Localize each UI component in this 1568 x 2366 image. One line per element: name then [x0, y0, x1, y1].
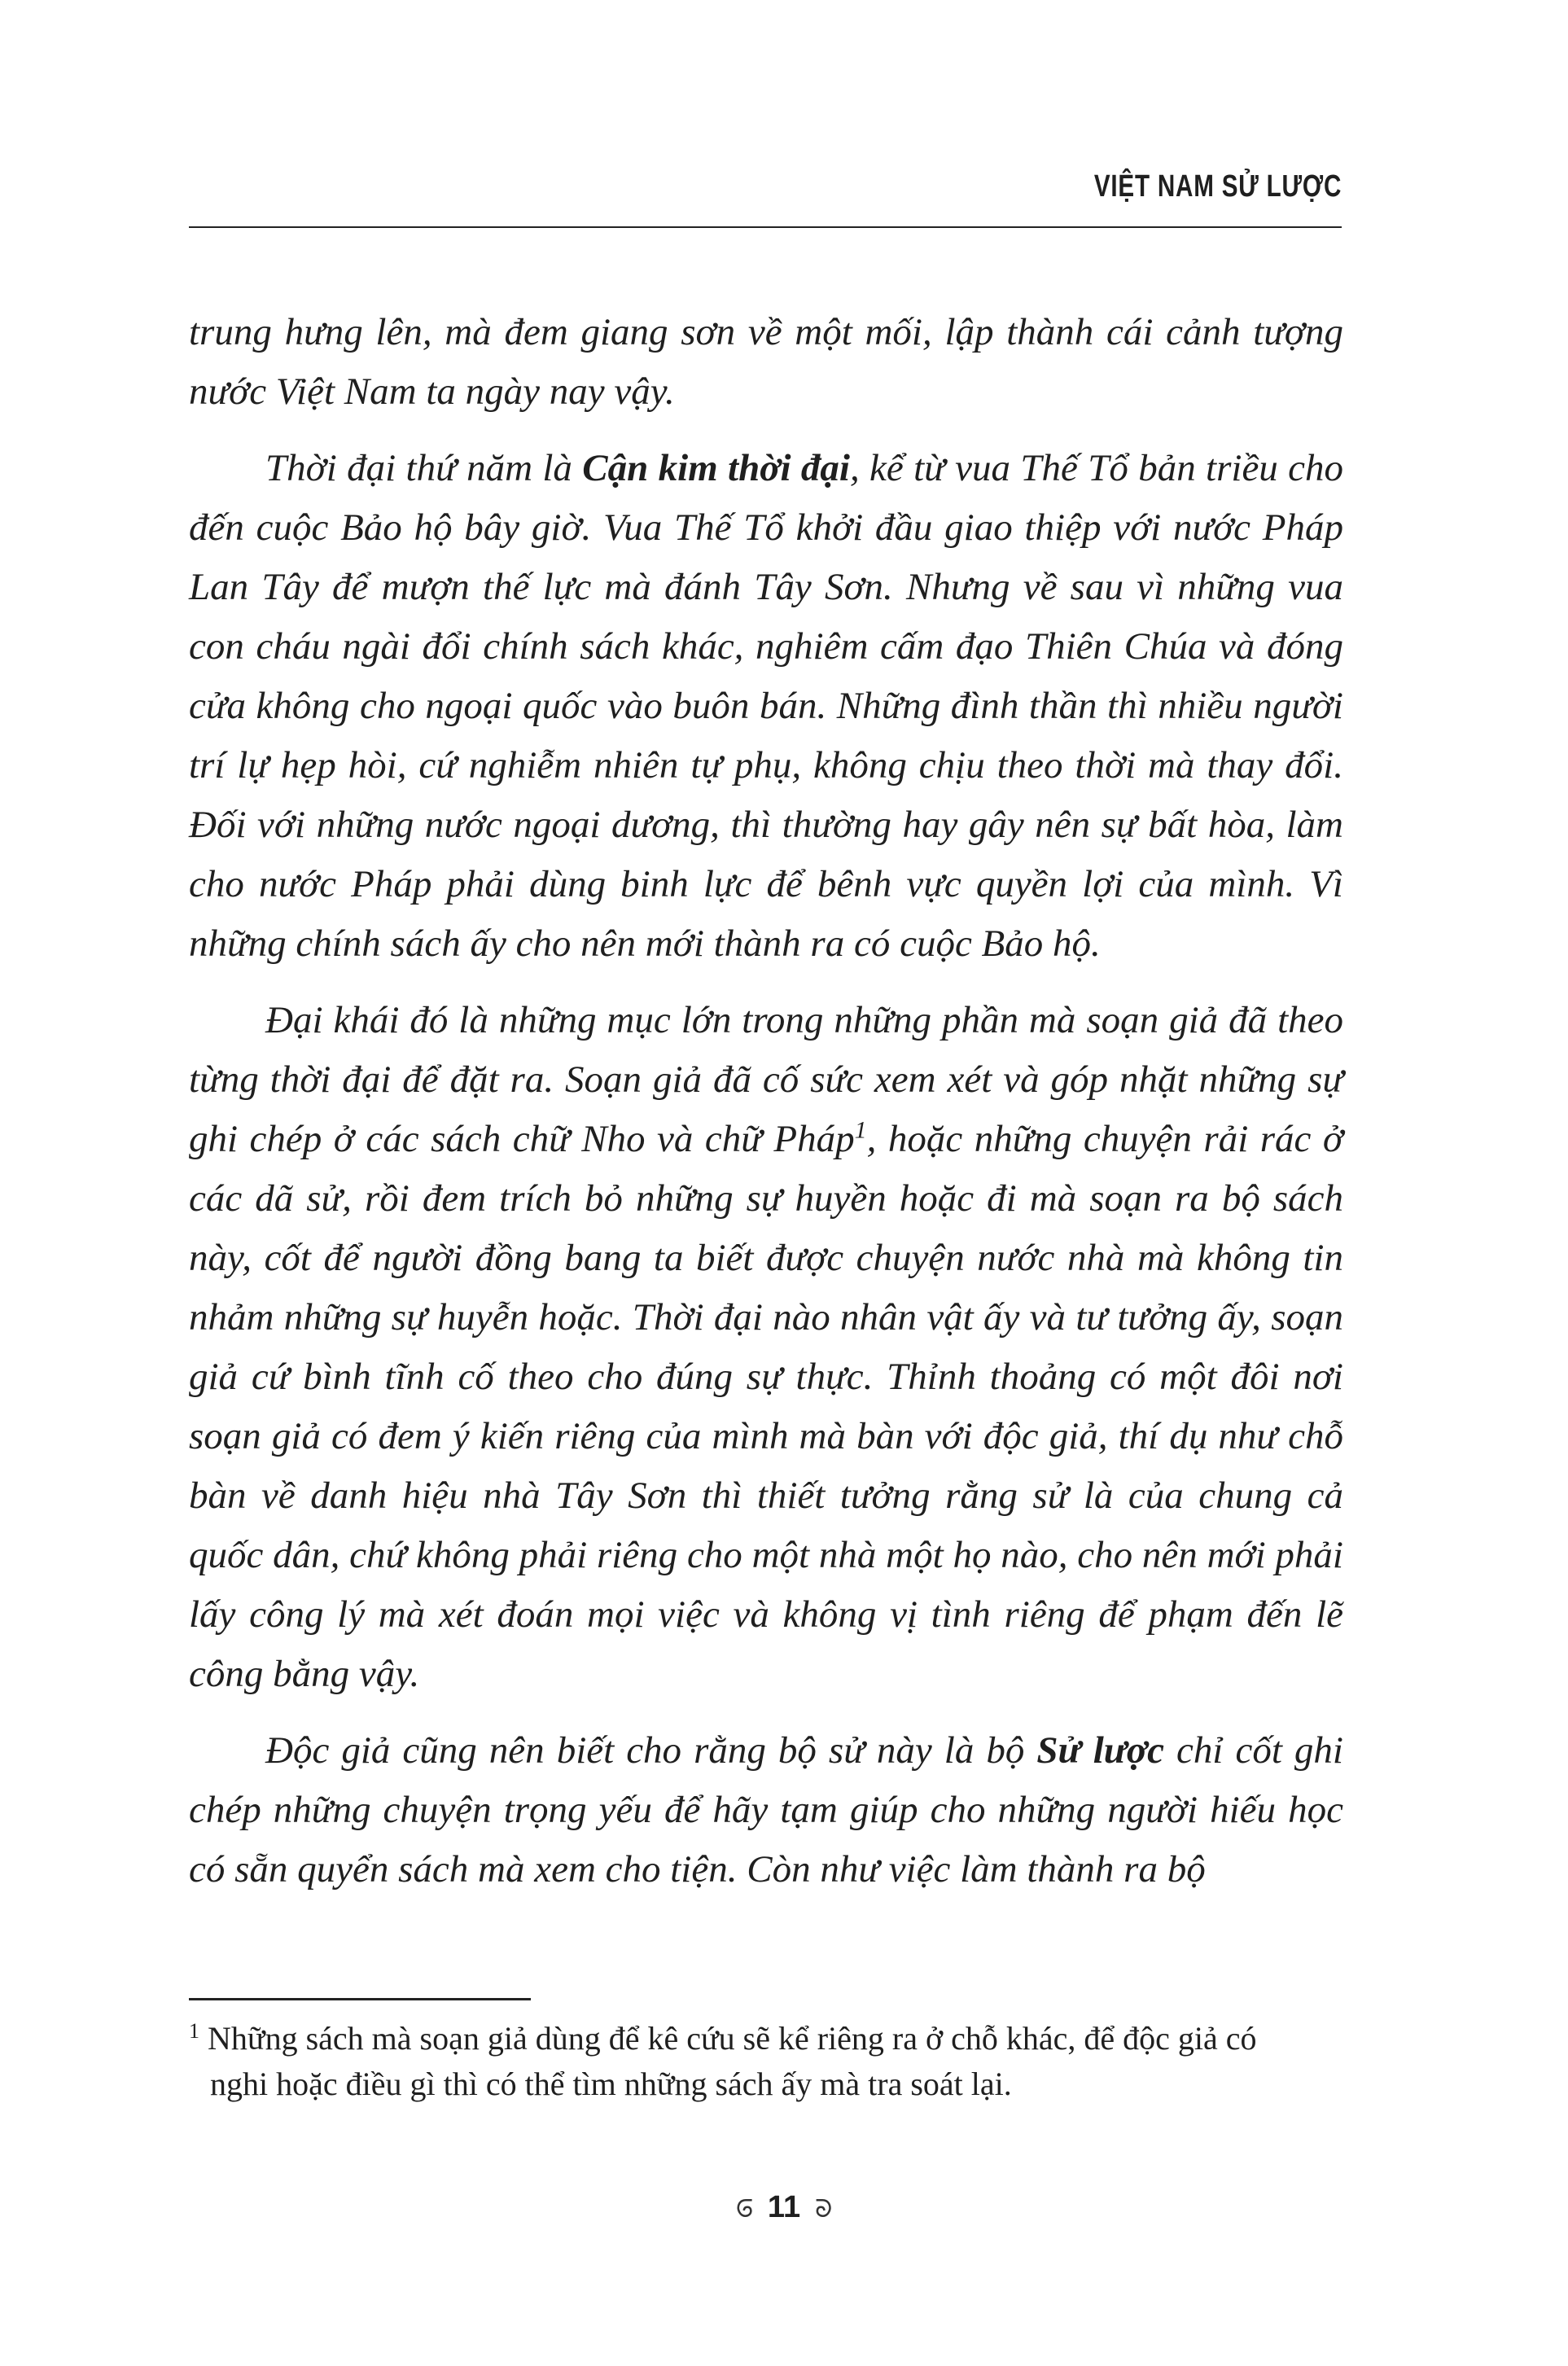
bold-term: Cận kim thời đại — [582, 447, 850, 489]
paragraph-text: chỉ cốt ghi chép những chuyện trọng yếu để hãy tạm giúp cho những người hiếu học có sẵn quyển sách mà xem cho tiện. Còn như việc làm thành ra bộ — [189, 1729, 1343, 1891]
footnote-divider — [189, 1998, 531, 2000]
footnote-mark: 1 — [189, 2018, 199, 2043]
paragraph-text: Đại khái đó là những mục lớn trong những phần mà soạn giả đã theo từng thời đại để đặt ra. Soạn giả đã cố sức xem xét và góp nhặt những sự ghi chép ở các sách chữ Nho và chữ Pháp — [189, 999, 1343, 1160]
footnote — [189, 2016, 1343, 2107]
paragraph-continuation — [189, 303, 1343, 422]
paragraph-modern-era — [189, 439, 1343, 974]
footnote-text: Những sách mà soạn giả dùng để kê cứu sẽ kể riêng ra ở chỗ khác, để độc giả có — [208, 2020, 1257, 2057]
paragraph-author-method — [189, 991, 1343, 1704]
footnote-text: nghi hoặc điều gì thì có thể tìm những sách ấy mà tra soát lại. — [210, 2066, 1012, 2102]
paragraph-text: trung hưng lên, mà đem giang sơn về một mối, lập thành cái cảnh tượng nước Việt Nam ta ngày nay vậy. — [189, 311, 1343, 413]
paragraph-text: , kể từ vua Thế Tổ bản triều cho đến cuộc Bảo hộ bây giờ. Vua Thế Tổ khởi đầu giao thiệp với nước Pháp Lan Tây để mượn thế lực mà đánh Tây Sơn. Nhưng về sau vì những vua con cháu ngài đổi chính sách khác, nghiêm cấm đạo Thiên Chúa và đóng cửa không cho ngoại quốc vào buôn bán. Những đình thần thì nhiều người trí lự hẹp hòi, cứ nghiễm nhiên tự phụ, không chịu theo thời mà thay đổi. Đối với những nước ngoại dương, thì thường hay gây nên sự bất hòa, làm cho nước Pháp phải dùng binh lực để bênh vực quyền lợi của mình. Vì những chính sách ấy cho nên mới thành ra có cuộc Bảo hộ. — [189, 447, 1344, 965]
footnote-line-2 — [189, 2061, 1343, 2107]
paragraph-text: , hoặc những chuyện rải rác ở các dã sử, rồi đem trích bỏ những sự huyền hoặc đi mà soạn ra bộ sách này, cốt để người đồng bang ta biết được chuyện nước nhà mà không tin nhảm những sự huyễn hoặc. Thời đại nào nhân vật ấy và tư tưởng ấy, soạn giả cứ bình tĩnh cố theo cho đúng sự thực. Thỉnh thoảng có một đôi nơi soạn giả có đem ý kiến riêng của mình mà bàn với độc giả, thí dụ như chỗ bàn về danh hiệu nhà Tây Sơn thì thiết tưởng rằng sử là của chung cả quốc dân, chứ không phải riêng cho một nhà một họ nào, cho nên mới phải lấy công lý mà xét đoán mọi việc và không vị tình riêng để phạm đến lẽ công bằng vậy. — [189, 1118, 1343, 1695]
bold-term: Sử lược — [1036, 1729, 1164, 1772]
running-header — [189, 161, 1342, 228]
main-text — [189, 303, 1343, 1899]
footnote-line-1 — [189, 2016, 1343, 2061]
book-title: VIỆT NAM SỬ LƯỢC — [1093, 169, 1342, 204]
paragraph-reader-note — [189, 1721, 1343, 1899]
page-number: 11 — [767, 2190, 801, 2224]
ornament-left-icon: ᘐ — [735, 2195, 753, 2224]
page-footer — [0, 2190, 1568, 2225]
footnote-reference[interactable]: 1 — [854, 1116, 867, 1144]
paragraph-text: Độc giả cũng nên biết cho rằng bộ sử này là bộ — [265, 1729, 1037, 1772]
paragraph-text: Thời đại thứ năm là — [265, 447, 583, 489]
ornament-right-icon: ᘐ — [815, 2195, 833, 2224]
